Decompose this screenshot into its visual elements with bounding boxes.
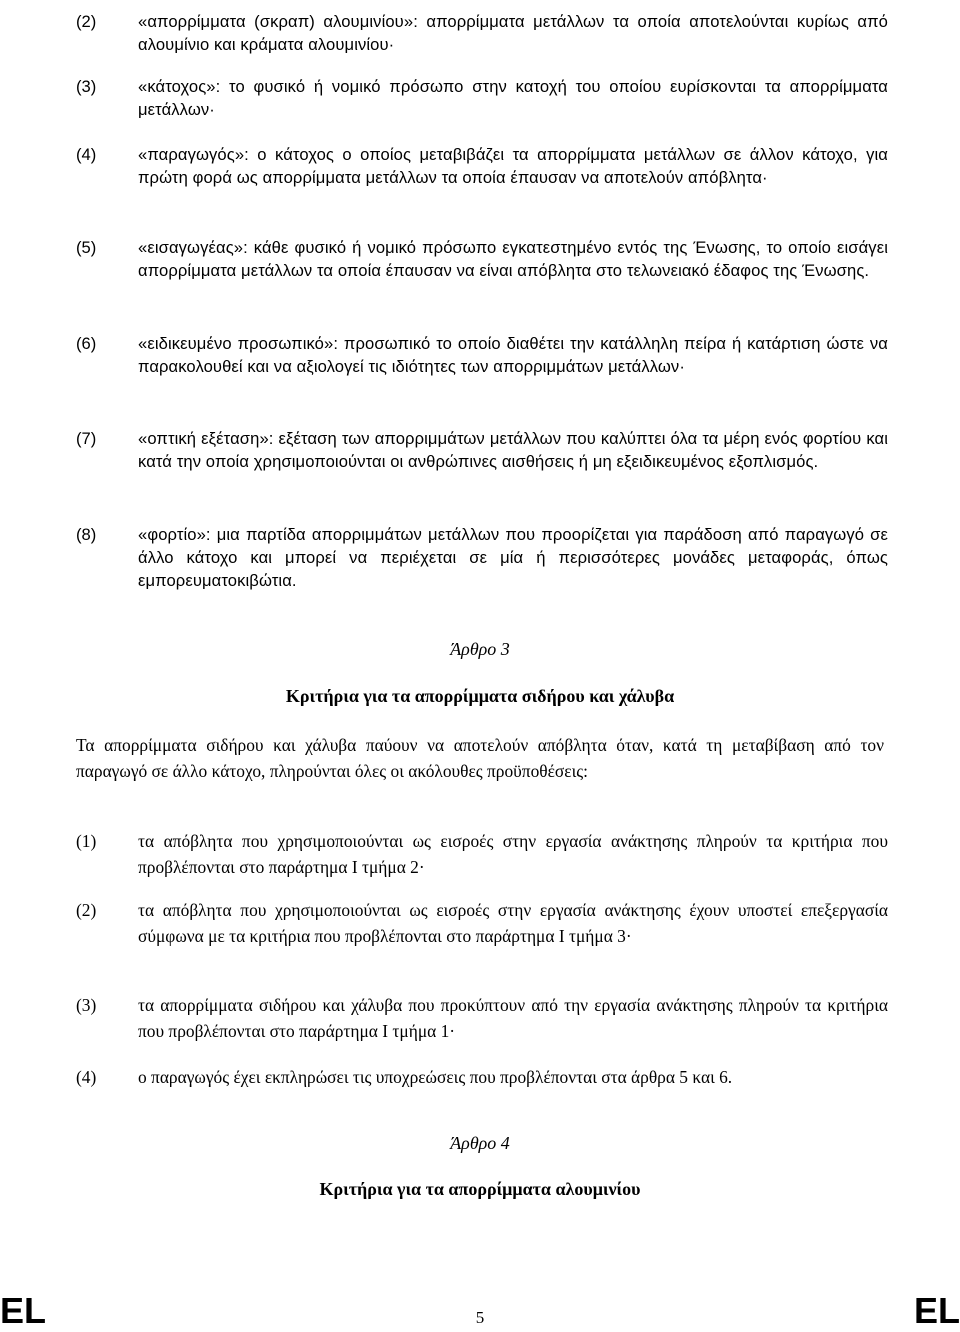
definition-number: (3) bbox=[76, 77, 97, 96]
condition-item bbox=[76, 828, 888, 880]
condition-number: (1) bbox=[76, 831, 97, 851]
definition-text: «ειδικευμένο προσωπικό»: προσωπικό το οποίο διαθέτει την κατάλληλη πείρα ή κατάρτιση ώστε να παρακολουθεί και να αξιολογεί τις ιδιότητες των απορριμμάτων μετάλλων· bbox=[138, 334, 888, 376]
footer-language-right: EL bbox=[913, 1290, 960, 1331]
definition-text: «οπτική εξέταση»: εξέταση των απορριμμάτων μετάλλων που καλύπτει όλα τα μέρη ενός φορτίου και κατά την οποία χρησιμοποιούνται οι ανθρώπινες αισθήσεις ή μη εξειδικευμένος εξοπλισμός. bbox=[138, 429, 888, 471]
definition-text: «εισαγωγέας»: κάθε φυσικό ή νομικό πρόσωπο εγκατεστημένο εντός της Ένωσης, το οποίο εισάγει απορρίμματα μετάλλων τα οποία έπαυσαν να είναι απόβλητα στο τελωνειακό έδαφος της Ένωσης. bbox=[138, 238, 888, 280]
article-3-heading: Κριτήρια για τα απορρίμματα σιδήρου και χάλυβα bbox=[285, 686, 675, 706]
article-4-heading: Κριτήρια για τα απορρίμματα αλουμινίου bbox=[319, 1179, 641, 1199]
condition-item bbox=[76, 1064, 888, 1090]
definition-text: «παραγωγός»: ο κάτοχος ο οποίος μεταβιβάζει τα απορρίμματα μετάλλων σε άλλον κάτοχο, για πρώτη φορά ως απορρίμματα μετάλλων τα οποία έπαυσαν να αποτελούν απόβλητα· bbox=[138, 145, 888, 187]
definition-text: «απορρίμματα (σκραπ) αλουμινίου»: απορρίμματα μετάλλων τα οποία αποτελούνται κυρίως από αλουμίνιο και κράματα αλουμινίου· bbox=[138, 12, 888, 54]
condition-text: τα απόβλητα που χρησιμοποιούνται ως εισροές στην εργασία ανάκτησης έχουν υποστεί επεξεργασία σύμφωνα με τα κριτήρια που προβλέπονται στο παράρτημα I τμήμα 3· bbox=[138, 900, 888, 946]
footer-language-left: EL bbox=[0, 1290, 47, 1331]
definition-number: (7) bbox=[76, 429, 97, 448]
condition-number: (2) bbox=[76, 900, 97, 920]
definition-number: (2) bbox=[76, 12, 97, 31]
definition-text: «κάτοχος»: το φυσικό ή νομικό πρόσωπο στην κατοχή του οποίου ευρίσκονται τα απορρίμματα μετάλλων· bbox=[138, 77, 888, 119]
definition-number: (5) bbox=[76, 238, 97, 257]
condition-text: τα απορρίμματα σιδήρου και χάλυβα που προκύπτουν από την εργασία ανάκτησης πληρούν τα κριτήρια που προβλέπονται στο παράρτημα I τμήμα 1· bbox=[138, 995, 888, 1041]
definition-text: «φορτίο»: μια παρτίδα απορριμμάτων μετάλλων που προορίζεται για παράδοση από παραγωγό σε άλλο κάτοχο και μπορεί να περιέχεται σε μία ή περισσότερες μονάδες μεταφοράς, όπως εμπορευματοκιβώτια. bbox=[138, 525, 888, 590]
definition-item bbox=[76, 332, 888, 378]
definition-item bbox=[76, 10, 888, 56]
condition-item bbox=[76, 992, 888, 1044]
definition-item bbox=[76, 75, 888, 121]
condition-item bbox=[76, 897, 888, 949]
article-3-title: Άρθρο 3 bbox=[450, 639, 510, 659]
page-number: 5 bbox=[475, 1308, 485, 1327]
condition-number: (3) bbox=[76, 995, 97, 1015]
condition-text: τα απόβλητα που χρησιμοποιούνται ως εισροές στην εργασία ανάκτησης πληρούν τα κριτήρια που προβλέπονται στο παράρτημα I τμήμα 2· bbox=[138, 831, 888, 877]
condition-text: ο παραγωγός έχει εκπληρώσει τις υποχρεώσεις που προβλέπονται στα άρθρα 5 και 6. bbox=[138, 1067, 733, 1087]
condition-number: (4) bbox=[76, 1067, 97, 1087]
definition-number: (8) bbox=[76, 525, 97, 544]
definition-item bbox=[76, 427, 888, 473]
article-3-intro: Τα απορρίμματα σιδήρου και χάλυβα παύουν να αποτελούν απόβλητα όταν, κατά τη μεταβίβαση από τον παραγωγό σε άλλο κάτοχο, πληρούνται όλες οι ακόλουθες προϋποθέσεις: bbox=[76, 735, 884, 781]
definition-item bbox=[76, 143, 888, 189]
definition-number: (4) bbox=[76, 145, 97, 164]
article-4-title: Άρθρο 4 bbox=[450, 1133, 510, 1153]
definition-item bbox=[76, 523, 888, 592]
definition-number: (6) bbox=[76, 334, 97, 353]
definition-item bbox=[76, 236, 888, 282]
